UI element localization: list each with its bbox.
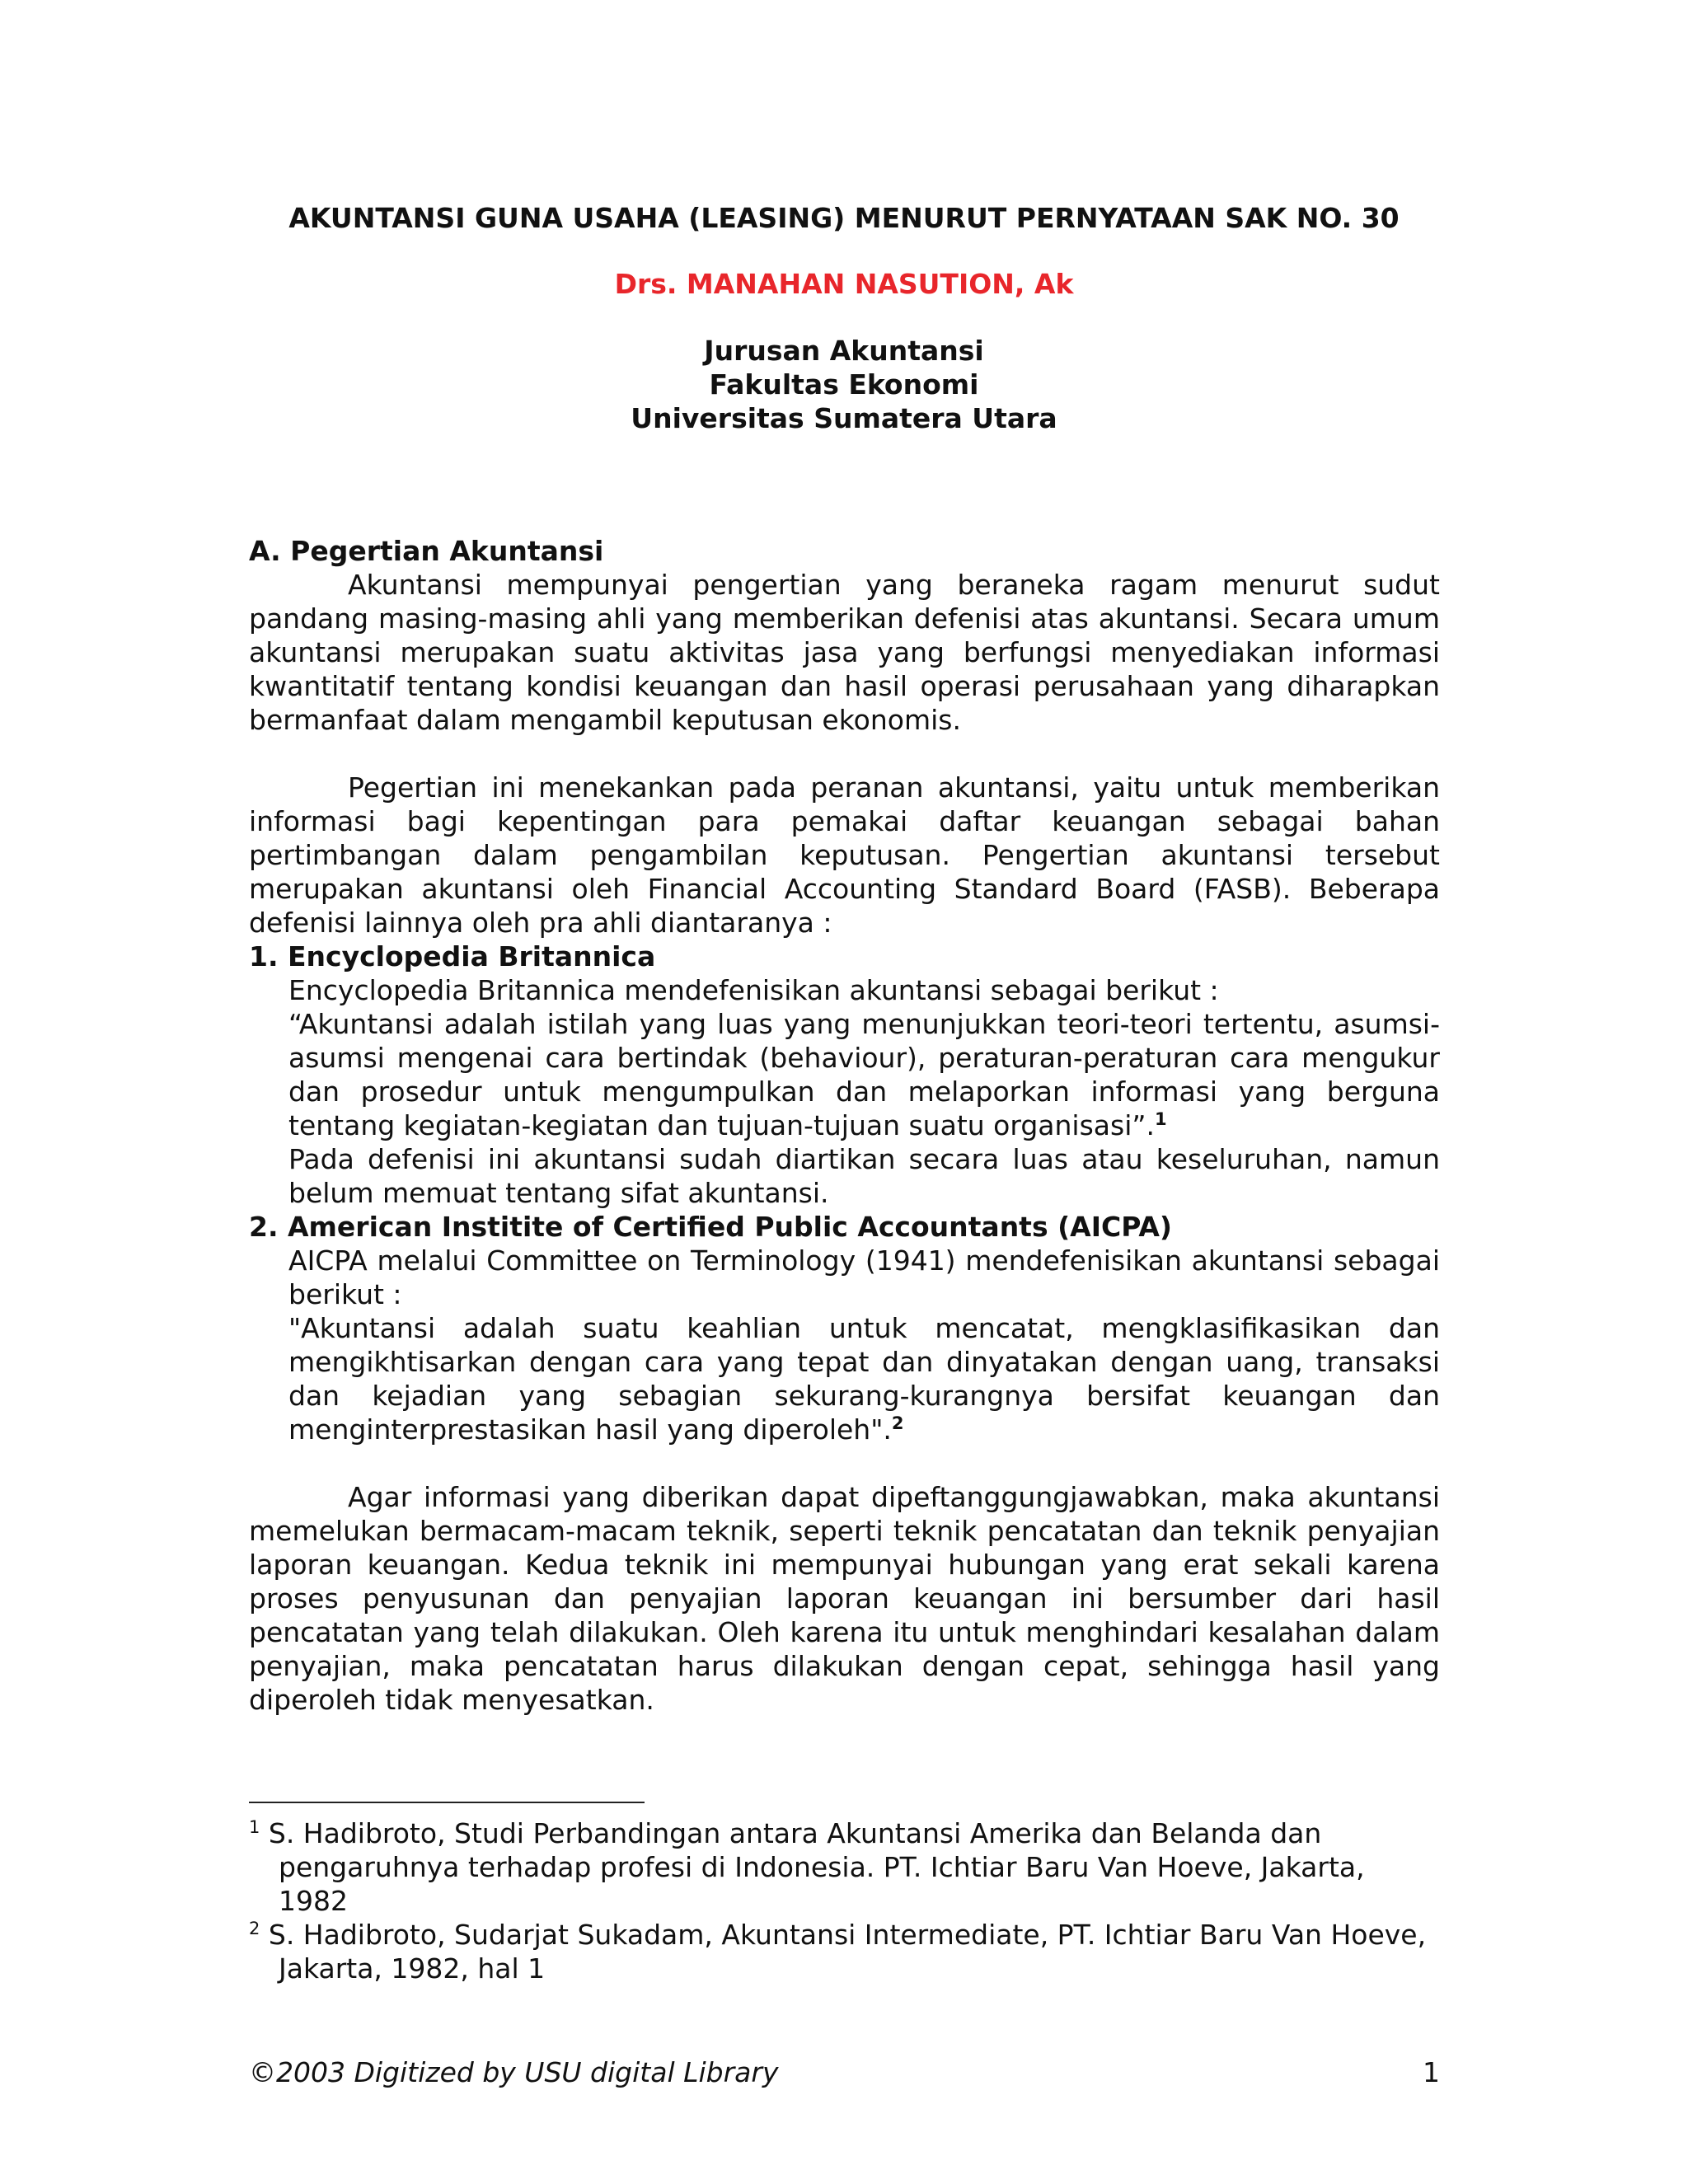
footnote-number: 2 (249, 1919, 260, 1938)
affiliation-block (0, 334, 1688, 435)
quote-text: “Akuntansi adalah istilah yang luas yang menunjukkan teori-teori tertentu, asumsi-asumsi mengenai cara bertindak (behaviour), peraturan-peraturan cara mengukur dan prosedur untuk mengumpulkan dan melaporkan informasi yang berguna tentang kegiatan-kegiatan dan tujuan-tujuan suatu organisasi”. (288, 1008, 1440, 1141)
list-item-2-heading: 2. American Institite of Certified Public Accountants (AICPA) (249, 1211, 1172, 1243)
list-item-1-note: Pada defenisi ini akuntansi sudah diartikan secara luas atau keseluruhan, namun belum memuat tentang sifat akuntansi. (288, 1143, 1440, 1209)
author-name: Drs. MANAHAN NASUTION, Ak (614, 268, 1074, 300)
document-title: AKUNTANSI GUNA USAHA (LEASING) MENURUT PERNYATAAN SAK NO. 30 (288, 202, 1400, 234)
quote-text: "Akuntansi adalah suatu keahlian untuk mencatat, mengklasifikasikan dan mengikhtisarkan dengan cara yang tepat dan dinyatakan dengan uang, transaksi dan kejadian yang sebagian sekurang-kurangnya bersifat keuangan dan menginterprestasikan hasil yang diperoleh". (288, 1312, 1440, 1446)
footnote-divider (249, 1802, 645, 1803)
paragraph-3: Agar informasi yang diberikan dapat dipeftanggungjawabkan, maka akuntansi memelukan bermacam-macam teknik, seperti teknik pencatatan dan teknik penyajian laporan keuangan. Kedua teknik ini mempunyai hubungan yang erat sekali karena proses penyusunan dan penyajian laporan keuangan ini bersumber dari hasil pencatatan yang telah dilakukan. Oleh karena itu untuk menghindari kesalahan dalam penyajian, maka pencatatan harus dilakukan dengan cepat, sehingga hasil yang diperoleh tidak menyesatkan. (249, 1481, 1440, 1716)
footnote-1 (249, 1816, 1440, 1918)
list-item-2-intro: AICPA melalui Committee on Terminology (1941) mendefenisikan akuntansi sebagai berikut : (288, 1244, 1440, 1310)
footnote-number: 1 (249, 1817, 260, 1837)
section-heading: A. Pegertian Akuntansi (249, 535, 604, 567)
footnote-2 (249, 1918, 1440, 1985)
list-item-1-body (249, 973, 1440, 1210)
paragraph-2: Pegertian ini menekankan pada peranan akuntansi, yaitu untuk memberikan informasi bagi kepentingan para pemakai daftar keuangan sebagai bahan pertimbangan dalam pengambilan keputusan. Pengertian akuntansi tersebut merupakan akuntansi oleh Financial Accounting Standard Board (FASB). Beberapa defenisi lainnya oleh pra ahli diantaranya : (249, 771, 1440, 939)
body-content (249, 534, 1440, 1717)
footnote-ref-1[interactable]: 1 (1154, 1109, 1167, 1129)
list-item-2-body (249, 1244, 1440, 1446)
list-item-2-quote (288, 1311, 1440, 1446)
list-item-1-intro: Encyclopedia Britannica mendefenisikan akuntansi sebagai berikut : (288, 974, 1219, 1006)
page-number: 1 (1423, 2056, 1440, 2088)
list-item-1-quote (288, 1007, 1440, 1142)
university: Universitas Sumatera Utara (631, 402, 1057, 434)
faculty: Fakultas Ekonomi (709, 368, 979, 401)
footnote-text: S. Hadibroto, Studi Perbandingan antara Akuntansi Amerika dan Belanda dan pengaruhnya terhadap profesi di Indonesia. PT. Ichtiar Baru Van Hoeve, Jakarta, 1982 (268, 1817, 1365, 1917)
footnote-ref-2[interactable]: 2 (891, 1413, 904, 1433)
list-item-1-heading: 1. Encyclopedia Britannica (249, 940, 656, 972)
footer-copyright: ©2003 Digitized by USU digital Library (249, 2056, 779, 2088)
paragraph-1: Akuntansi mempunyai pengertian yang beraneka ragam menurut sudut pandang masing-masing ahli yang memberikan defenisi atas akuntansi. Secara umum akuntansi merupakan suatu aktivitas jasa yang berfungsi menyediakan informasi kwantitatif tentang kondisi keuangan dan hasil operasi perusahaan yang diharapkan bermanfaat dalam mengambil keputusan ekonomis. (249, 569, 1440, 736)
department: Jurusan Akuntansi (704, 335, 984, 367)
footnote-text: S. Hadibroto, Sudarjat Sukadam, Akuntansi Intermediate, PT. Ichtiar Baru Van Hoeve, Jakarta, 1982, hal 1 (268, 1919, 1427, 1985)
footnotes (249, 1816, 1440, 1985)
